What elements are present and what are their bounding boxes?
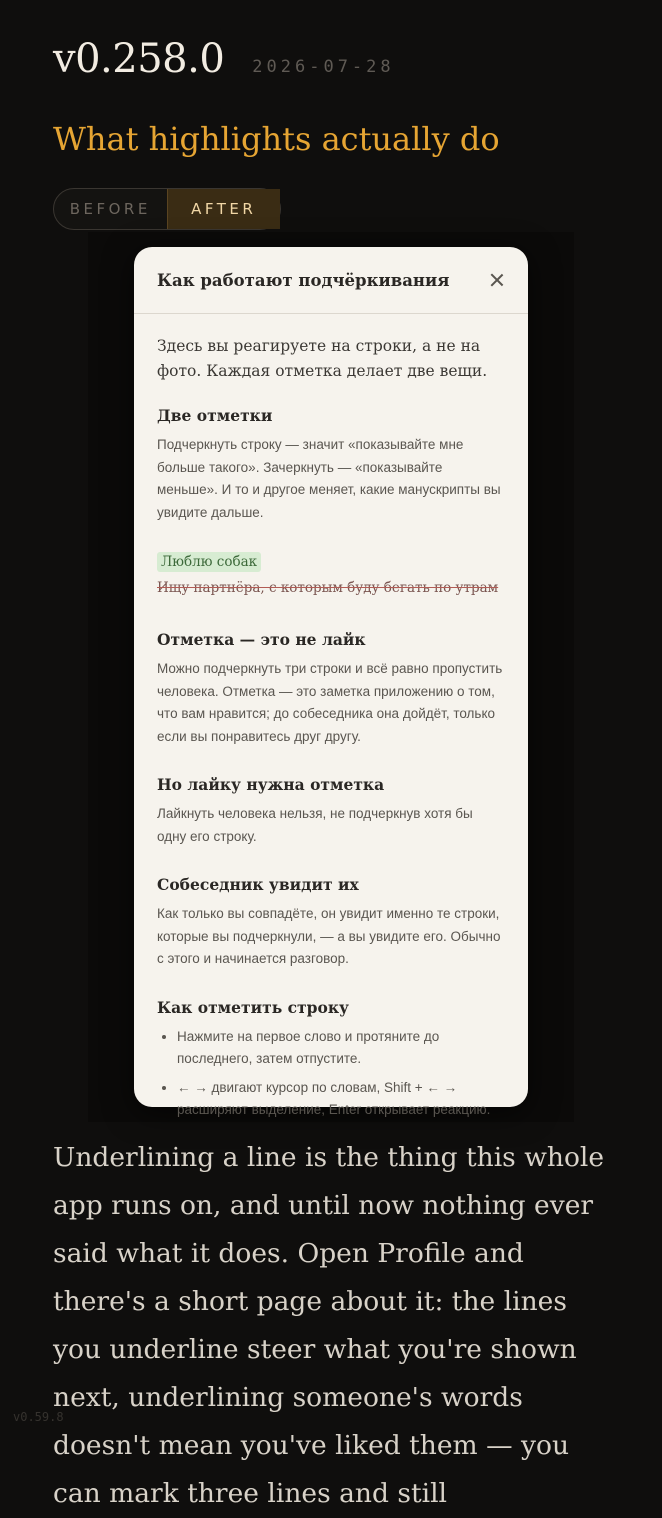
section-heading: Отметка — это не лайк — [157, 630, 366, 649]
tips-list — [157, 1026, 505, 1122]
release-title: What highlights actually do — [53, 120, 500, 158]
toggle-after-button[interactable]: AFTER — [167, 189, 281, 229]
modal-title: Как работают подчёркивания — [157, 270, 450, 290]
release-header — [53, 36, 395, 82]
section-text: Лайкнуть человека нельзя, не подчеркнув хотя бы одну его строку. — [157, 806, 473, 844]
section-heading: Но лайку нужна отметка — [157, 775, 385, 794]
toggle-before-button[interactable]: BEFORE — [69, 200, 151, 218]
before-after-toggle[interactable] — [53, 188, 281, 230]
highlights-help-modal — [134, 247, 528, 1117]
modal-header — [134, 247, 528, 314]
section-text: Подчеркнуть строку — значит «показывайте мне больше такого». Зачеркнуть — «показывайте меньше». И то и другое меняет, какие манускрипты вы увидите дальше. — [157, 437, 501, 520]
section-heading: Как отметить строку — [157, 997, 349, 1017]
list-item: • Нажмите на первое слово и протяните до последнего, затем отпустите. — [177, 1026, 505, 1071]
example-strike: Ищу партнёра, с которым буду бегать по утрам — [157, 580, 499, 596]
section-text: Можно подчеркнуть три строки и всё равно пропустить человека. Отметка — это заметка приложению о том, что вам нравится; до собеседника она дойдёт, только если вы понравитесь друг другу. — [157, 661, 503, 744]
section-text: Как только вы совпадёте, он увидит именно те строки, которые вы подчеркнули, — а вы увидите его. Обычно с этого и начинается разговор. — [157, 906, 501, 966]
release-version: v0.258.0 — [53, 36, 225, 82]
modal-body[interactable] — [134, 314, 528, 1122]
section-heading: Собеседник увидит их — [157, 875, 359, 894]
section-heading: Две отметки — [157, 406, 273, 425]
list-item: • ← → двигают курсор по словам, Shift + ← → расширяют выделение, Enter открывает реакцию. — [177, 1077, 505, 1122]
article-body: Underlining a line is the thing this whole app runs on, and until now nothing ever said what it does. Open Profile and there's a short page about it: the lines you underline steer what you're shown next, underlining someone's words doesn't mean you've liked them — you can mark three lines and still — [53, 1142, 605, 1509]
close-icon[interactable] — [489, 272, 505, 288]
modal-intro: Здесь вы реагируете на строки, а не на фото. Каждая отметка делает две вещи. — [157, 337, 488, 380]
release-date: 2026-07-28 — [252, 57, 395, 77]
footer-version: v0.59.8 — [13, 1410, 64, 1424]
example-highlight: Люблю собак — [157, 552, 261, 572]
